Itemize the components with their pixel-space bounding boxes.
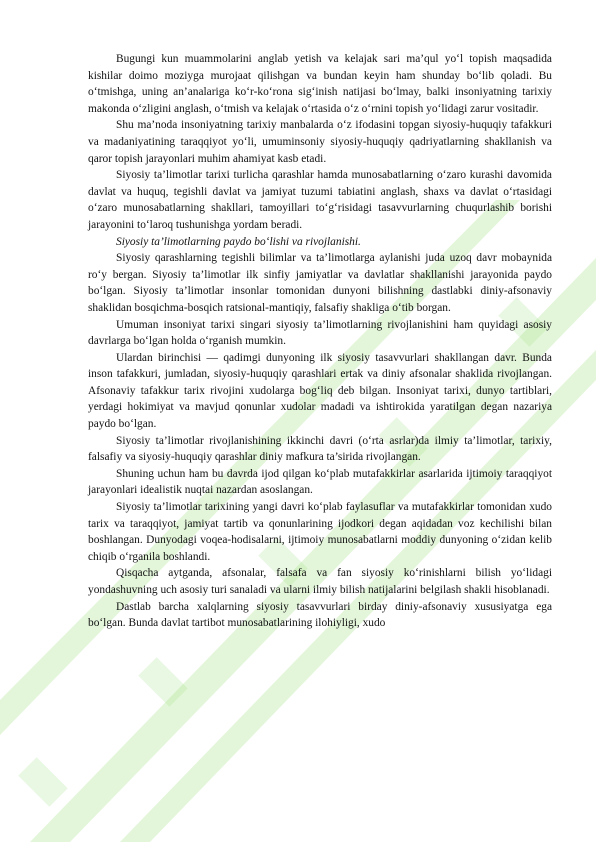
paragraph: Shuning uchun ham bu davrda ijod qilgan ko‘plab mutafakkirlar asarlarida ijtimoiy taraqqiyot jarayonlari idealistik nuqtai nazardan asoslangan. (88, 467, 552, 497)
watermark-block (18, 757, 67, 806)
section-heading: Siyosiy ta’limotlarning paydo bo‘lishi va rivojlanishi. (116, 235, 361, 248)
paragraph: Bugungi kun muammolarini anglab yetish va kelajak sari ma’qul yo‘l topish maqsadida kishilar doimo moziyga murojaat qilishgan va bundan keyin ham shunday bo‘lib qoladi. Bu o‘tmishga, uning an’analariga ko‘r-ko‘rona sig‘inish natijasi bo‘lmay, balki insoniyatning tarixiy makonda o‘zligini anglash, o‘tmish va kelajak o‘rtasida o‘z o‘rnini topish yo‘lidagi zarur vositadir. (88, 53, 552, 115)
paragraph: Siyosiy ta’limotlar tarixining yangi davri ko‘plab faylasuflar va mutafakkirlar tomonidan xudo tarix va taraqqiyot, jamiyat tartib va qonunlarining ijodkori degan aqidadan voz kechilishi bilan boshlangan. Dunyodagi voqea-hodisalarni, ijtimoiy munosabatlarni moddiy dunyoning o‘zidan kelib chiqib o‘rganila boshlandi. (88, 501, 552, 563)
paragraph: Siyosiy ta’limotlar tarixi turlicha qarashlar hamda munosabatlarning o‘zaro kurashi davomida davlat va huquq, tegishli davlat va jamiyat tuzumi tabiatini anglash, shaxs va davlat o‘rtasidagi o‘zaro munosabatlarning shakllari, tamoyillari to‘g‘risidagi tasavvurlarning chuqurlashib borishi jarayonini to‘laroq tushunishga yordam beradi. (88, 169, 552, 231)
paragraph: Ulardan birinchisi — qadimgi dunyoning ilk siyosiy tasavvurlari shakllangan davr. Bunda inson tafakkuri, jumladan, siyosiy-huquqiy qarashlari ertak va diniy afsonalar shaklida rivojlangan. Afsonaviy tafakkur tarix rivojini xudolarga bog‘liq deb bilgan. Insoniyat tarixi, dunyo tartiblari, yerdagi hokimiyat va mavjud qonunlar xudolar madadi va ishtirokida yaratilgan degan nazariya paydo bo‘lgan. (88, 351, 552, 431)
document-page (88, 51, 552, 632)
watermark-block (138, 657, 187, 706)
paragraph: Dastlab barcha xalqlarning siyosiy tasavvurlari birday diniy-afsonaviy xususiyatga ega bo‘lgan. Bunda davlat tartibot munosabatlarining ilohiyligi, xudo (88, 600, 552, 630)
paragraph: Umuman insoniyat tarixi singari siyosiy ta’limotlarning rivojlanishini ham quyidagi asosiy davrlarga bo‘lgan holda o‘rganish mumkin. (88, 318, 552, 348)
paragraph: Qisqacha aytganda, afsonalar, falsafa va fan siyosiy ko‘rinishlarni bilish yo‘lidagi yondashuvning uch asosiy turi sanaladi va ularni ilmiy bilish natijalarini belgilash shakli hisoblanadi. (88, 567, 552, 596)
paragraph: Siyosiy ta’limotlar rivojlanishining ikkinchi davri (o‘rta asrlar)da ilmiy ta’limotlar, tarixiy, falsafiy va siyosiy-huquqiy qarashlar diniy mafkura ta’sirida rivojlangan. (88, 434, 552, 464)
paragraph: Shu ma’noda insoniyatning tarixiy manbalarda o‘z ifodasini topgan siyosiy-huquqiy tafakkuri va madaniyatining taraqqiyot yo‘li, umuminsoniy siyosiy-huquqiy qadriyatlarning shakllanish va qaror topish jarayonlari muhim ahamiyat kasb etadi. (88, 119, 552, 165)
paragraph: Siyosiy qarashlarning tegishli bilimlar va ta’limotlarga aylanishi juda uzoq davr mobaynida ro‘y bergan. Siyosiy ta’limotlar ilk sinfiy jamiyatlar va davlatlar shakllanishi jarayonida paydo bo‘lgan. Siyosiy ta’limotlar insonlar tomonidan dunyoni bilishning dastlabki diniy-afsonaviy shaklidan bosqichma-bosqich ratsional-mantiqiy, falsafiy shakliga o‘tib borgan. (88, 252, 552, 314)
